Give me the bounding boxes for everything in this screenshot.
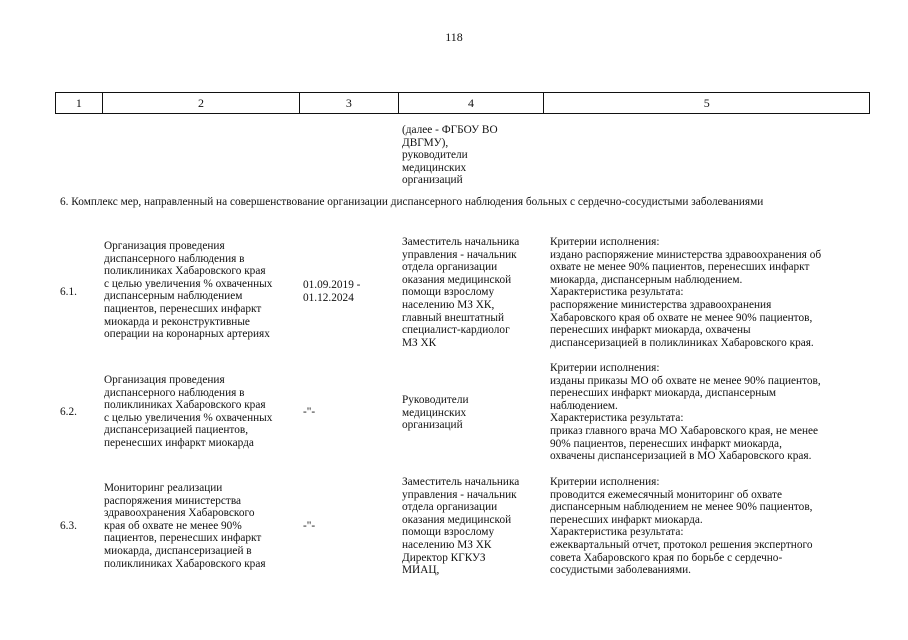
header-col-2: 2	[102, 93, 300, 114]
header-row	[56, 93, 870, 114]
header-col-3: 3	[300, 93, 398, 114]
page-number: 118	[445, 30, 463, 44]
measure-name: Мониторинг реализации распоряжения министерства здравоохранения Хабаровского края об охвате не менее 90% пациентов, перенесших инфаркт миокарда, диспансеризацией в поликлиниках Хабаровского края	[104, 482, 266, 570]
measure-result: Критерии исполнения: проводится ежемесячный мониторинг об охвате диспансерным наблюдением не менее 90% пациентов, перенесших инфаркт миокарда. Характеристика результата: ежеквартальный отчет, протокол решения экспертного совета Хабаровского края по борьбе с сердечно- сосудистыми заболеваниями.	[550, 476, 813, 577]
measure-result: Критерии исполнения: изданы приказы МО об охвате не менее 90% пациентов, перенесших инфаркт миокарда, диспансерным наблюдением. Характеристика результата: приказ главного врача МО Хабаровского края, не менее 90% пациентов, перенесших инфаркт миокарда, охвачены диспансеризацией в МО Хабаровского края.	[550, 362, 821, 463]
header-col-5: 5	[544, 93, 870, 114]
measure-executor: Заместитель начальника управления - начальник отдела организации оказания медицинской помощи взрослому населению МЗ ХК, главный внештатный специалист-кардиолог МЗ ХК	[402, 236, 520, 349]
measure-dates: 01.09.2019 - 01.12.2024	[303, 279, 361, 304]
row-number: 6.2.	[60, 406, 77, 418]
measure-result: Критерии исполнения: издано распоряжение министерства здравоохранения об охвате не менее 90% пациентов, перенесших инфаркт миокарда, диспансерным наблюдением. Характеристика результата: распоряжение министерства здравоохранения Хабаровского края об охвате не менее 90% пациентов, перенесших инфаркт миокарда, охвачены диспансеризацией в поликлиниках Хабаровского края.	[550, 236, 822, 349]
measure-dates: -"-	[303, 520, 316, 532]
measure-executor: Заместитель начальника управления - начальник отдела организации оказания медицинской помощи взрослому населению МЗ ХК Директор КГКУЗ МИАЦ,	[402, 476, 520, 577]
section-title: 6. Комплекс мер, направленный на совершенствование организации диспансерного наблюдения больных с сердечно-сосудистыми заболеваниями	[60, 196, 764, 208]
row-number: 6.1.	[60, 286, 77, 298]
measure-dates: -"-	[303, 406, 316, 418]
measure-name: Организация проведения диспансерного наблюдения в поликлиниках Хабаровского края с целью увеличения % охваченных диспансерным наблюдением пациентов, перенесших инфаркт миокарда и реконструктивные операции на коронарных артериях	[104, 240, 273, 341]
column-header-table	[55, 92, 870, 114]
measure-executor: Руководители медицинских организаций	[402, 394, 469, 432]
row-number: 6.3.	[60, 520, 77, 532]
header-col-4: 4	[398, 93, 544, 114]
header-col-1: 1	[56, 93, 103, 114]
continued-executor-cell: (далее - ФГБОУ ВО ДВГМУ), руководители медицинских организаций	[402, 124, 498, 187]
measure-name: Организация проведения диспансерного наблюдения в поликлиниках Хабаровского края с целью увеличения % охваченных диспансеризацией пациентов, перенесших инфаркт миокарда	[104, 374, 273, 449]
